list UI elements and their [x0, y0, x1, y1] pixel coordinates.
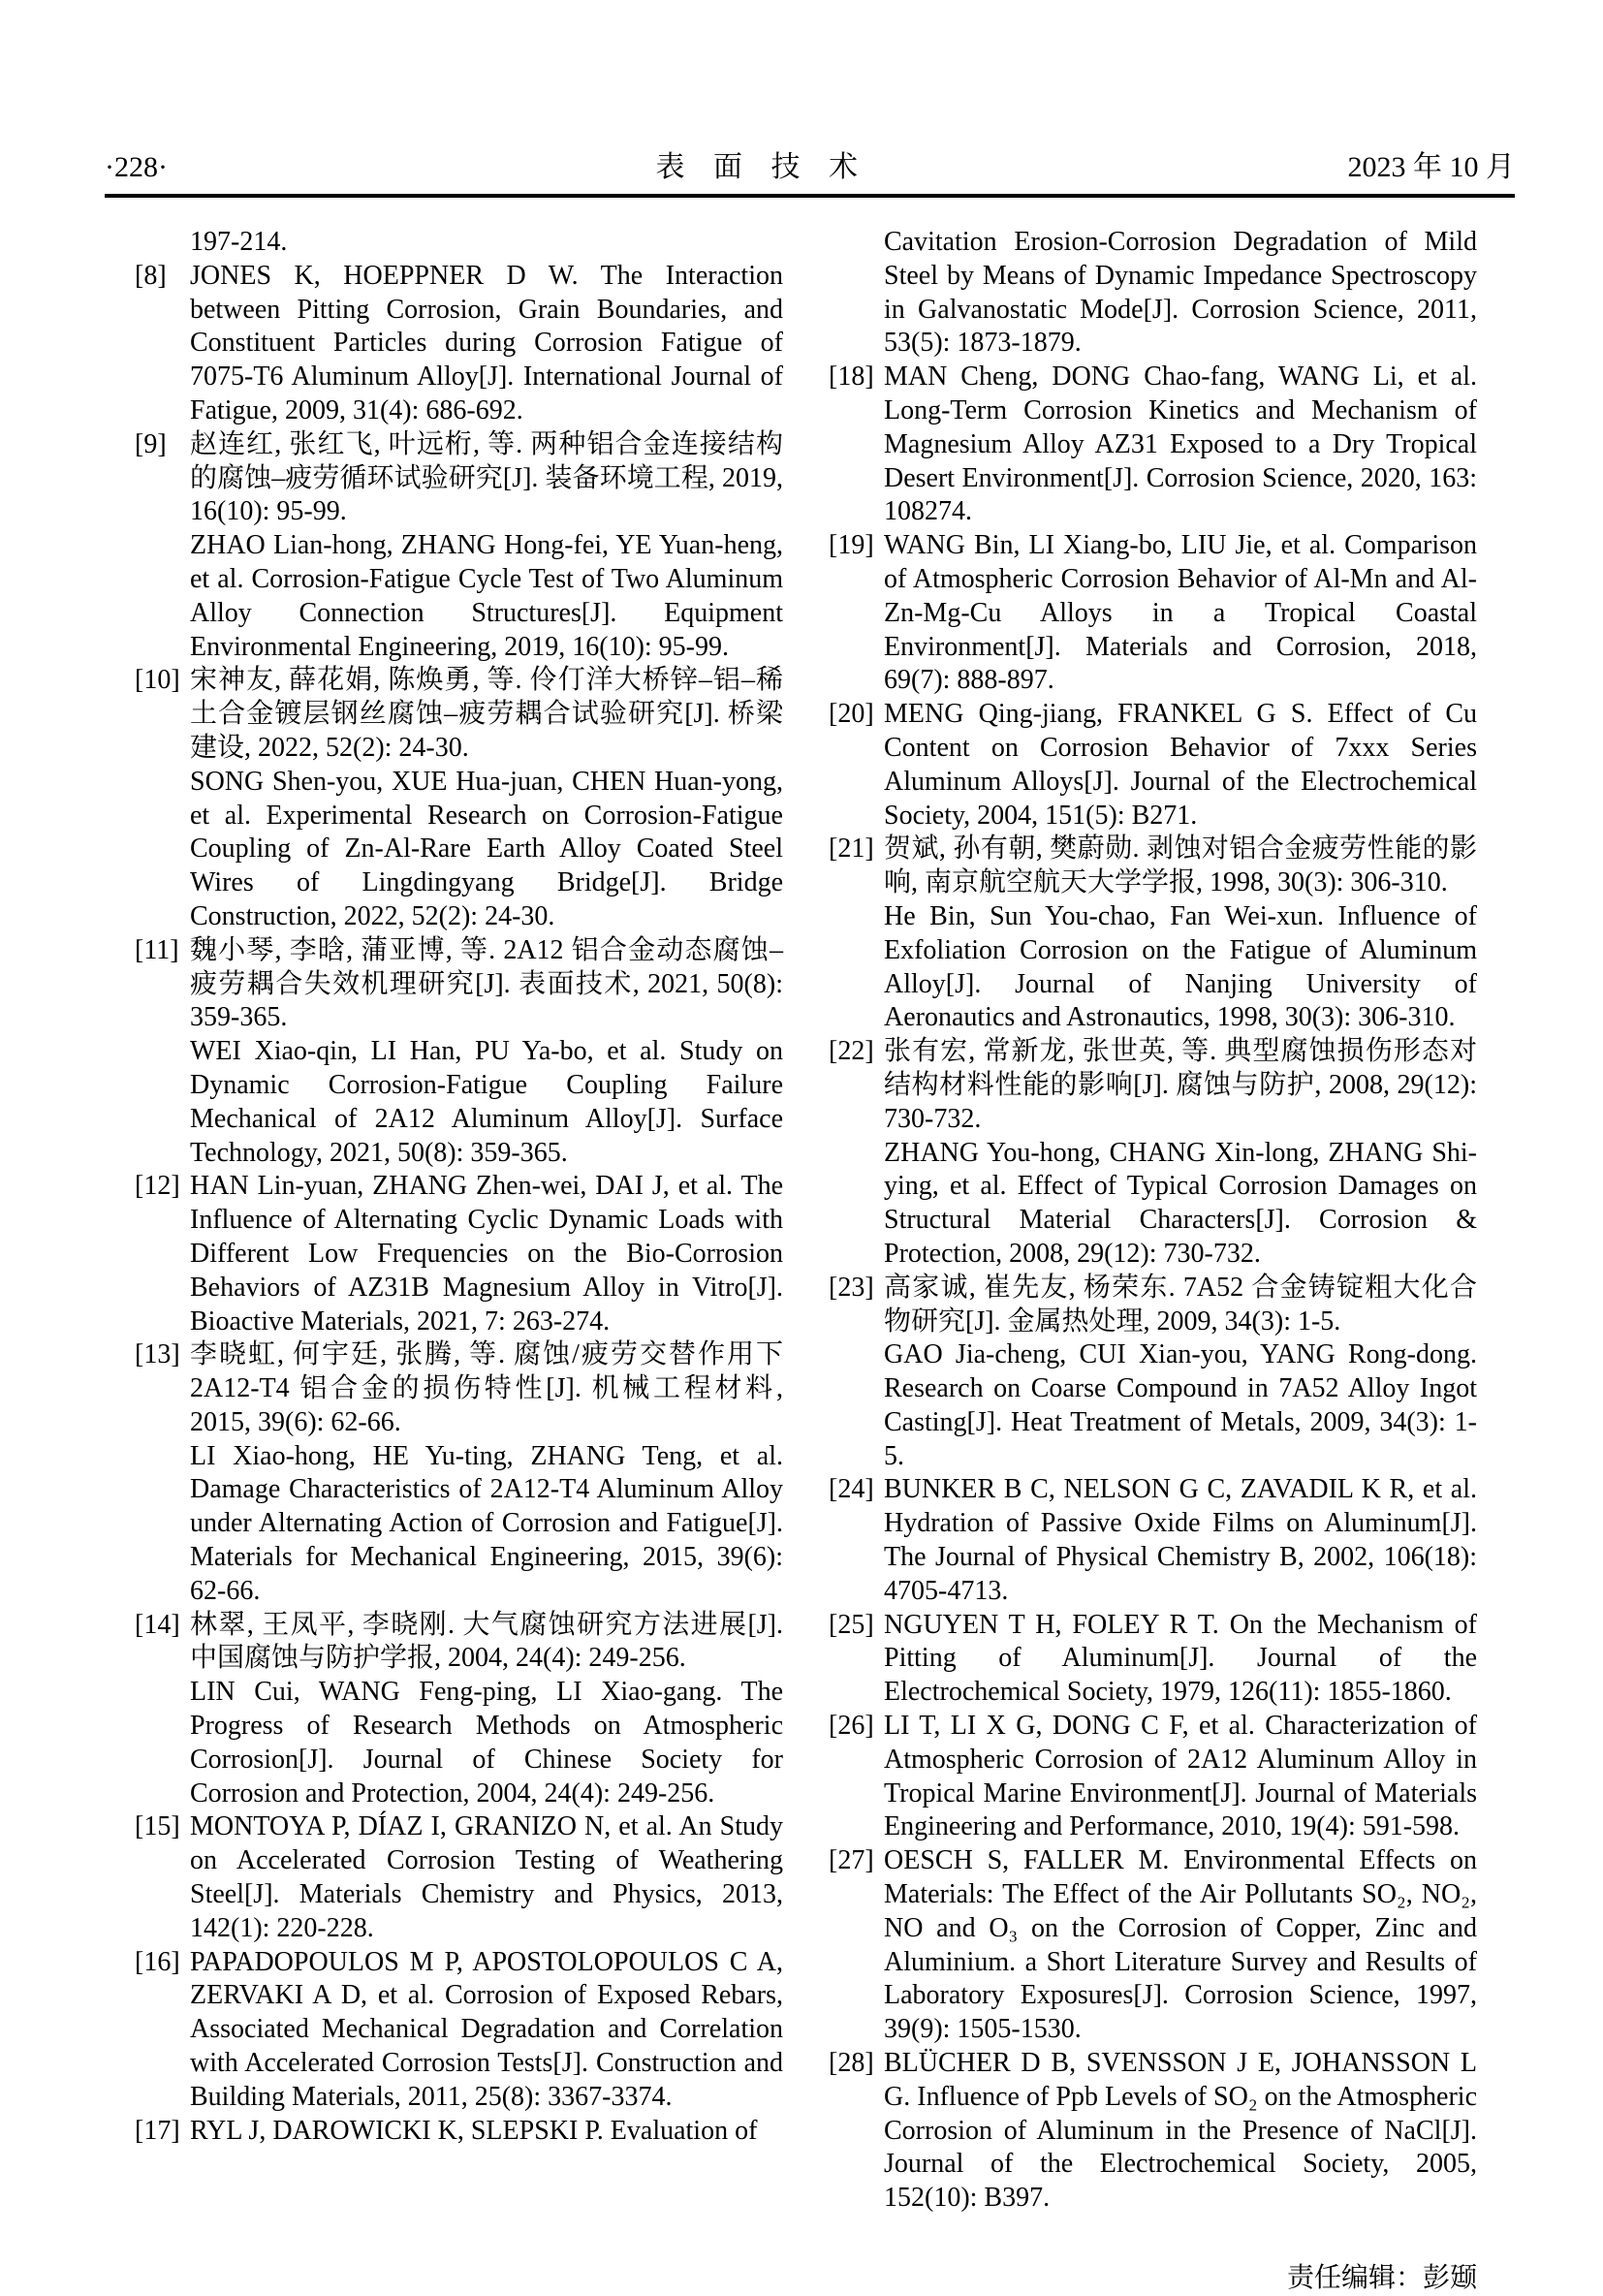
- reference-entry: [135, 2115, 783, 2149]
- reference-text: NGUYEN T H, FOLEY R T. On the Mechanism of Pitting of Aluminum[J]. Journal of the Electrochemical Society, 1979, 126(11): 1855-1860.: [884, 1609, 1477, 1708]
- reference-entry: [829, 833, 1477, 900]
- reference-label: [28]: [829, 2048, 874, 2079]
- reference-entry: [829, 698, 1477, 833]
- reference-text: MENG Qing-jiang, FRANKEL G S. Effect of Cu Content on Corrosion Behavior of 7xxx Series Aluminum Alloys[J]. Journal of the Electrochemical Society, 2004, 151(5): B271.: [884, 699, 1477, 831]
- reference-entry: [135, 1946, 783, 2115]
- reference-text: WEI Xiao-qin, LI Han, PU Ya-bo, et al. Study on Dynamic Corrosion-Fatigue Coupling Failure Mechanical of 2A12 Aluminum Alloy[J]. Surface Technology, 2021, 50(8): 359-365.: [190, 1036, 783, 1168]
- reference-text: 高家诚, 崔先友, 杨荣东. 7A52 合金铸锭粗大化合物研究[J]. 金属热处理, 2009, 34(3): 1-5.: [884, 1272, 1477, 1337]
- reference-text: 李晓虹, 何宇廷, 张腾, 等. 腐蚀/疲劳交替作用下 2A12-T4 铝合金的损伤特性[J]. 机械工程材料, 2015, 39(6): 62-66.: [190, 1339, 783, 1437]
- reference-entry: [829, 226, 1477, 361]
- issue-date: 2023 年 10 月: [1347, 151, 1515, 183]
- reference-entry: [829, 1035, 1477, 1136]
- reference-text: 张有宏, 常新龙, 张世英, 等. 典型腐蚀损伤形态对结构材料性能的影响[J]. 腐蚀与防护, 2008, 29(12): 730-732.: [884, 1036, 1477, 1134]
- reference-label: [23]: [829, 1272, 874, 1303]
- reference-text: MAN Cheng, DONG Chao-fang, WANG Li, et al. Long-Term Corrosion Kinetics and Mechanism of Magnesium Alloy AZ31 Exposed to a Dry Tropical Desert Environment[J]. Corrosion Science, 2020, 163: 108274.: [884, 362, 1477, 527]
- reference-text: 林翠, 王凤平, 李晓刚. 大气腐蚀研究方法进展[J]. 中国腐蚀与防护学报, 2004, 24(4): 249-256.: [190, 1609, 783, 1674]
- reference-text: 宋神友, 薛花娟, 陈焕勇, 等. 伶仃洋大桥锌–铝–稀土合金镀层钢丝腐蚀–疲劳耦合试验研究[J]. 桥梁建设, 2022, 52(2): 24-30.: [190, 665, 783, 763]
- page-footer: [829, 2262, 1477, 2296]
- reference-entry: [135, 766, 783, 934]
- reference-label: [14]: [135, 1609, 180, 1640]
- references-section: [135, 226, 1478, 2296]
- reference-text: MONTOYA P, DÍAZ I, GRANIZO N, et al. An Study on Accelerated Corrosion Testing of Weathering Steel[J]. Materials Chemistry and Physics, 2013, 142(1): 220-228.: [190, 1811, 783, 1943]
- reference-entry: [829, 1137, 1477, 1272]
- references-column-right: [829, 226, 1477, 2296]
- page-header: [105, 151, 1515, 184]
- reference-text: 魏小琴, 李晗, 蒲亚博, 等. 2A12 铝合金动态腐蚀–疲劳耦合失效机理研究[J]. 表面技术, 2021, 50(8): 359-365.: [190, 934, 783, 1033]
- reference-text: LI T, LI X G, DONG C F, et al. Characterization of Atmospheric Corrosion of 2A12 Aluminum Alloy in Tropical Marine Environment[J]. Journal of Materials Engineering and Performance, 2010, 19(4): 591-598.: [884, 1711, 1477, 1842]
- reference-entry: [829, 1710, 1477, 1844]
- reference-entry: [829, 2047, 1477, 2216]
- reference-label: [17]: [135, 2115, 180, 2146]
- reference-text: OESCH S, FALLER M. Environmental Effects on Materials: The Effect of the Air Pollutants SO₂, NO₂, NO and O₃ on the Corrosion of Copper, Zinc and Aluminium. a Short Literature Survey and Results of Laboratory Exposures[J]. Corrosion Science, 1997, 39(9): 1505-1530.: [884, 1845, 1477, 2045]
- reference-entry: [135, 1035, 783, 1170]
- reference-label: [9]: [135, 428, 167, 459]
- reference-text: 197-214.: [190, 227, 288, 257]
- reference-text: BLÜCHER D B, SVENSSON J E, JOHANSSON L G. Influence of Ppb Levels of SO₂ on the Atmospheric Corrosion of Aluminum in the Presence of NaCl[J]. Journal of the Electrochemical Society, 2005, 152(10): B397.: [884, 2048, 1477, 2214]
- reference-text: 贺斌, 孙有朝, 樊蔚勋. 剥蚀对铝合金疲劳性能的影响, 南京航空航天大学学报, 1998, 30(3): 306-310.: [884, 833, 1477, 898]
- reference-entry: [135, 529, 783, 664]
- reference-entry: [135, 428, 783, 529]
- reference-text: LI Xiao-hong, HE Yu-ting, ZHANG Teng, et al. Damage Characteristics of 2A12-T4 Aluminum Alloy under Alternating Action of Corrosion and Fatigue[J]. Materials for Mechanical Engineering, 2015, 39(6): 62-66.: [190, 1440, 783, 1606]
- reference-entry: [135, 1609, 783, 1677]
- journal-title: 表 面 技 术: [655, 151, 860, 183]
- reference-label: [11]: [135, 934, 179, 965]
- references-right-list: [829, 226, 1477, 2216]
- reference-label: [8]: [135, 260, 167, 291]
- reference-text: BUNKER B C, NELSON G C, ZAVADIL K R, et al. Hydration of Passive Oxide Films on Aluminum[J]. The Journal of Physical Chemistry B, 2002, 106(18): 4705-4713.: [884, 1474, 1477, 1606]
- reference-entry: [135, 1170, 783, 1338]
- reference-label: [16]: [135, 1946, 180, 1977]
- reference-text: JONES K, HOEPPNER D W. The Interaction between Pitting Corrosion, Grain Boundaries, and Constituent Particles during Corrosion Fatigue of 7075-T6 Aluminum Alloy[J]. International Journal of Fatigue, 2009, 31(4): 686-692.: [190, 260, 783, 425]
- reference-label: [20]: [829, 699, 874, 730]
- reference-label: [26]: [829, 1711, 874, 1742]
- reference-text: RYL J, DAROWICKI K, SLEPSKI P. Evaluation of: [190, 2115, 758, 2146]
- reference-entry: [829, 1844, 1477, 2047]
- reference-text: WANG Bin, LI Xiang-bo, LIU Jie, et al. Comparison of Atmospheric Corrosion Behavior of Al-Mn and Al-Zn-Mg-Cu Alloys in a Tropical Coastal Environment[J]. Materials and Corrosion, 2018, 69(7): 888-897.: [884, 530, 1477, 696]
- reference-text: 赵连红, 张红飞, 叶远桁, 等. 两种铝合金连接结构的腐蚀–疲劳循环试验研究[J]. 装备环境工程, 2019, 16(10): 95-99.: [190, 428, 783, 527]
- reference-label: [19]: [829, 530, 874, 561]
- reference-text: Cavitation Erosion-Corrosion Degradation of Mild Steel by Means of Dynamic Impedance Spectroscopy in Galvanostatic Mode[J]. Corrosion Science, 2011, 53(5): 1873-1879.: [884, 227, 1477, 359]
- reference-text: ZHANG You-hong, CHANG Xin-long, ZHANG Shi-ying, et al. Effect of Typical Corrosion Damages on Structural Material Characters[J]. Corrosion & Protection, 2008, 29(12): 730-732.: [884, 1137, 1477, 1269]
- reference-entry: [135, 1338, 783, 1439]
- reference-entry: [829, 1609, 1477, 1710]
- reference-text: He Bin, Sun You-chao, Fan Wei-xun. Influence of Exfoliation Corrosion on the Fatigue of Aluminum Alloy[J]. Journal of Nanjing University of Aeronautics and Astronautics, 1998, 30(3): 306-310.: [884, 900, 1477, 1033]
- reference-label: [21]: [829, 833, 874, 865]
- reference-text: PAPADOPOULOS M P, APOSTOLOPOULOS C A, ZERVAKI A D, et al. Corrosion of Exposed Rebars, Associated Mechanical Degradation and Correlation with Accelerated Corrosion Tests[J]. Construction and Building Materials, 2011, 25(8): 3367-3374.: [190, 1946, 783, 2112]
- reference-text: GAO Jia-cheng, CUI Xian-you, YANG Rong-dong. Research on Coarse Compound in 7A52 Alloy Ingot Casting[J]. Heat Treatment of Metals, 2009, 34(3): 1-5.: [884, 1339, 1477, 1471]
- page-number: ·228·: [105, 151, 168, 183]
- reference-text: SONG Shen-you, XUE Hua-juan, CHEN Huan-yong, et al. Experimental Research on Corrosion-Fatigue Coupling of Zn-Al-Rare Earth Alloy Coated Steel Wires of Lingdingyang Bridge[J]. Bridge Construction, 2022, 52(2): 24-30.: [190, 766, 783, 931]
- reference-entry: [829, 1473, 1477, 1608]
- reference-text: HAN Lin-yuan, ZHANG Zhen-wei, DAI J, et al. The Influence of Alternating Cyclic Dynamic Loads with Different Low Frequencies on the Bio-Corrosion Behaviors of AZ31B Magnesium Alloy in Vitro[J]. Bioactive Materials, 2021, 7: 263-274.: [190, 1171, 783, 1337]
- reference-label: [27]: [829, 1845, 874, 1876]
- reference-text: ZHAO Lian-hong, ZHANG Hong-fei, YE Yuan-heng, et al. Corrosion-Fatigue Cycle Test of Two Aluminum Alloy Connection Structures[J]. Equipment Environmental Engineering, 2019, 16(10): 95-99.: [190, 530, 783, 662]
- reference-entry: [135, 260, 783, 428]
- reference-label: [10]: [135, 665, 180, 696]
- reference-text: LIN Cui, WANG Feng-ping, LI Xiao-gang. The Progress of Research Methods on Atmospheric Corrosion[J]. Journal of Chinese Society for Corrosion and Protection, 2004, 24(4): 249-256.: [190, 1677, 783, 1808]
- reference-label: [24]: [829, 1474, 874, 1505]
- reference-label: [25]: [829, 1609, 874, 1640]
- reference-entry: [829, 1272, 1477, 1339]
- reference-entry: [135, 1676, 783, 1810]
- reference-entry: [135, 664, 783, 765]
- reference-entry: [829, 361, 1477, 529]
- responsible-editor: 责任编辑：彭颋: [1286, 2263, 1477, 2294]
- reference-label: [12]: [135, 1171, 180, 1202]
- reference-entry: [829, 1338, 1477, 1473]
- reference-label: [22]: [829, 1036, 874, 1067]
- reference-entry: [829, 529, 1477, 698]
- reference-entry: [135, 1440, 783, 1609]
- reference-entry: [135, 1810, 783, 1945]
- reference-label: [13]: [135, 1339, 180, 1370]
- reference-entry: [829, 900, 1477, 1035]
- references-column-left: [135, 226, 783, 2296]
- reference-entry: [135, 934, 783, 1035]
- header-rule: [105, 194, 1515, 198]
- reference-entry: [135, 226, 783, 260]
- reference-label: [15]: [135, 1811, 180, 1842]
- reference-label: [18]: [829, 362, 874, 393]
